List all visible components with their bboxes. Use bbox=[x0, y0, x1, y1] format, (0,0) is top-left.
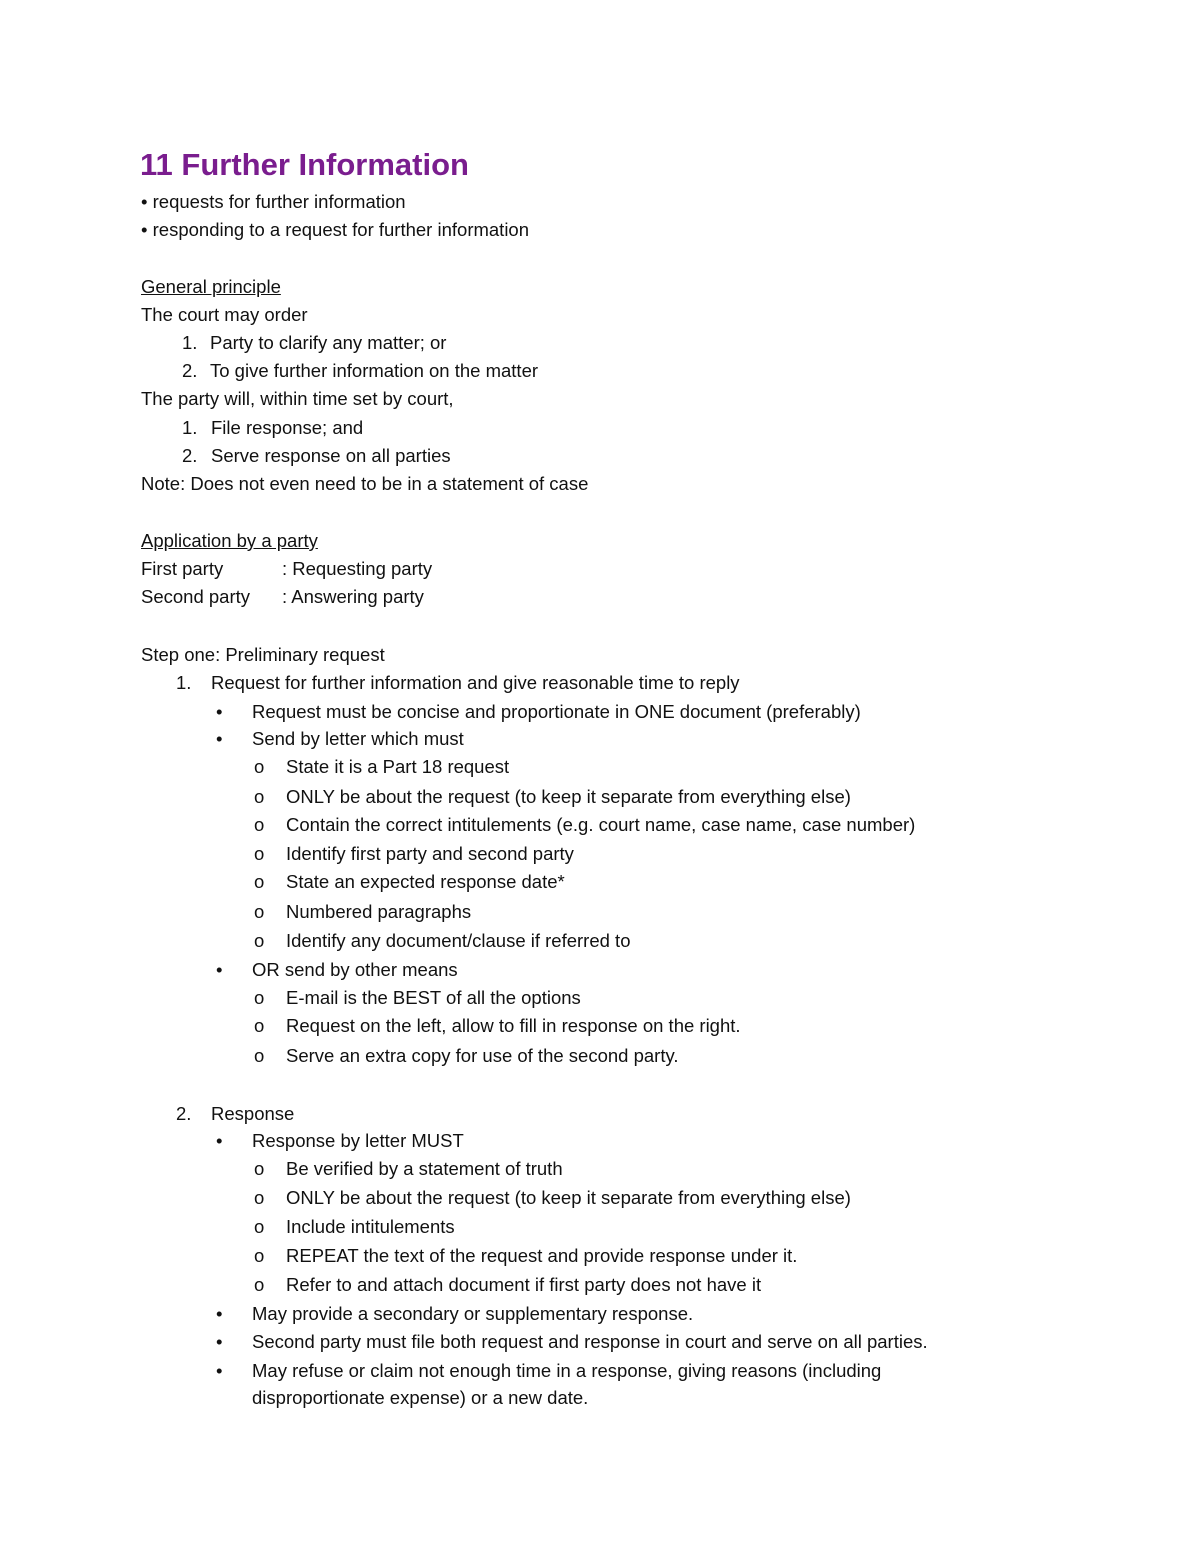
list-text: Serve response on all parties bbox=[211, 445, 451, 466]
bullet-text: Response by letter MUST bbox=[252, 1130, 464, 1151]
sub-item bbox=[254, 1044, 679, 1068]
circle-marker: o bbox=[254, 1187, 265, 1208]
bullet-item bbox=[216, 1330, 928, 1354]
bullet-item bbox=[216, 1129, 464, 1153]
list-number: 1. bbox=[176, 672, 192, 693]
list-number: 2. bbox=[182, 360, 198, 381]
sub-item bbox=[254, 1244, 798, 1268]
list-text: File response; and bbox=[211, 417, 364, 438]
numbered-item bbox=[182, 359, 539, 383]
sub-item bbox=[254, 870, 565, 894]
bullet-marker: • bbox=[216, 1331, 223, 1352]
sub-item bbox=[254, 1157, 563, 1181]
bullet-text-continuation: disproportionate expense) or a new date. bbox=[252, 1387, 589, 1408]
section-heading: General principle bbox=[141, 276, 281, 297]
circle-marker: o bbox=[254, 814, 265, 835]
sub-item bbox=[254, 986, 581, 1010]
circle-marker: o bbox=[254, 1158, 265, 1179]
circle-marker: o bbox=[254, 756, 265, 777]
circle-marker: o bbox=[254, 1015, 265, 1036]
sub-item bbox=[254, 1186, 851, 1210]
party-role: : Answering party bbox=[282, 586, 424, 607]
sub-text: Request on the left, allow to fill in response on the right. bbox=[286, 1015, 741, 1036]
sub-item bbox=[254, 755, 510, 779]
bullet-text: OR send by other means bbox=[252, 959, 458, 980]
intro-item bbox=[141, 190, 406, 214]
numbered-item bbox=[182, 416, 364, 440]
list-number: 2. bbox=[182, 445, 198, 466]
bullet-text: May provide a secondary or supplementary response. bbox=[252, 1303, 694, 1324]
sub-text: Refer to and attach document if first party does not have it bbox=[286, 1274, 762, 1295]
sub-text: Contain the correct intitulements (e.g. court name, case name, case number) bbox=[286, 814, 916, 835]
sub-text: Numbered paragraphs bbox=[286, 901, 472, 922]
sub-text: State it is a Part 18 request bbox=[286, 756, 510, 777]
sub-text: Include intitulements bbox=[286, 1216, 455, 1237]
sub-text: ONLY be about the request (to keep it separate from everything else) bbox=[286, 1187, 851, 1208]
list-number: 1. bbox=[182, 332, 198, 353]
party-label: Second party bbox=[141, 586, 251, 607]
bullet-item bbox=[216, 700, 861, 724]
list-number: 1. bbox=[182, 417, 198, 438]
sub-item bbox=[254, 1273, 762, 1297]
bullet-text: Request must be concise and proportionate in ONE document (preferably) bbox=[252, 701, 861, 722]
sub-item bbox=[254, 1215, 455, 1239]
circle-marker: o bbox=[254, 901, 265, 922]
numbered-item bbox=[176, 671, 740, 695]
bullet-marker: • bbox=[216, 701, 223, 722]
bullet-text: Second party must file both request and response in court and serve on all parties. bbox=[252, 1331, 928, 1352]
bullet-marker: • bbox=[141, 219, 148, 240]
section-heading: Application by a party bbox=[141, 530, 318, 551]
bullet-item bbox=[216, 1302, 694, 1326]
circle-marker: o bbox=[254, 930, 265, 951]
sub-text: Identify first party and second party bbox=[286, 843, 574, 864]
sub-text: Be verified by a statement of truth bbox=[286, 1158, 563, 1179]
circle-marker: o bbox=[254, 1245, 265, 1266]
list-text: Party to clarify any matter; or bbox=[210, 332, 447, 353]
intro-text: responding to a request for further information bbox=[152, 219, 530, 240]
bullet-item bbox=[216, 727, 464, 751]
sub-text: State an expected response date* bbox=[286, 871, 565, 892]
bullet-text: Send by letter which must bbox=[252, 728, 464, 749]
note: Note: Does not even need to be in a statement of case bbox=[141, 473, 589, 494]
numbered-item bbox=[176, 1102, 295, 1126]
intro-text: requests for further information bbox=[152, 191, 406, 212]
bullet-text: May refuse or claim not enough time in a response, giving reasons (including bbox=[252, 1360, 882, 1381]
sub-text: Serve an extra copy for use of the second party. bbox=[286, 1045, 679, 1066]
circle-marker: o bbox=[254, 786, 265, 807]
section-heading: Step one: Preliminary request bbox=[141, 644, 385, 665]
bullet-marker: • bbox=[216, 1360, 223, 1381]
paragraph: The party will, within time set by court, bbox=[141, 388, 454, 409]
numbered-item bbox=[182, 444, 451, 468]
sub-text: REPEAT the text of the request and provide response under it. bbox=[286, 1245, 798, 1266]
sub-item bbox=[254, 813, 916, 837]
numbered-item bbox=[182, 331, 447, 355]
circle-marker: o bbox=[254, 1274, 265, 1295]
sub-text: E-mail is the BEST of all the options bbox=[286, 987, 581, 1008]
circle-marker: o bbox=[254, 1216, 265, 1237]
sub-text: ONLY be about the request (to keep it separate from everything else) bbox=[286, 786, 851, 807]
page-title: 11 Further Information bbox=[140, 147, 469, 182]
bullet-item bbox=[216, 958, 458, 982]
sub-item bbox=[254, 842, 574, 866]
bullet-marker: • bbox=[216, 959, 223, 980]
list-text: Request for further information and give reasonable time to reply bbox=[211, 672, 740, 693]
sub-item bbox=[254, 929, 631, 953]
bullet-marker: • bbox=[216, 728, 223, 749]
party-label: First party bbox=[141, 558, 224, 579]
list-number: 2. bbox=[176, 1103, 192, 1124]
bullet-marker: • bbox=[141, 191, 148, 212]
bullet-item bbox=[216, 1359, 882, 1383]
circle-marker: o bbox=[254, 1045, 265, 1066]
circle-marker: o bbox=[254, 987, 265, 1008]
list-text: To give further information on the matter bbox=[210, 360, 539, 381]
sub-item bbox=[254, 900, 472, 924]
intro-item bbox=[141, 218, 529, 242]
bullet-marker: • bbox=[216, 1303, 223, 1324]
list-text: Response bbox=[211, 1103, 295, 1124]
circle-marker: o bbox=[254, 843, 265, 864]
bullet-marker: • bbox=[216, 1130, 223, 1151]
sub-item bbox=[254, 1014, 741, 1038]
paragraph: The court may order bbox=[141, 304, 308, 325]
party-role: : Requesting party bbox=[282, 558, 433, 579]
circle-marker: o bbox=[254, 871, 265, 892]
sub-text: Identify any document/clause if referred to bbox=[286, 930, 631, 951]
sub-item bbox=[254, 785, 851, 809]
